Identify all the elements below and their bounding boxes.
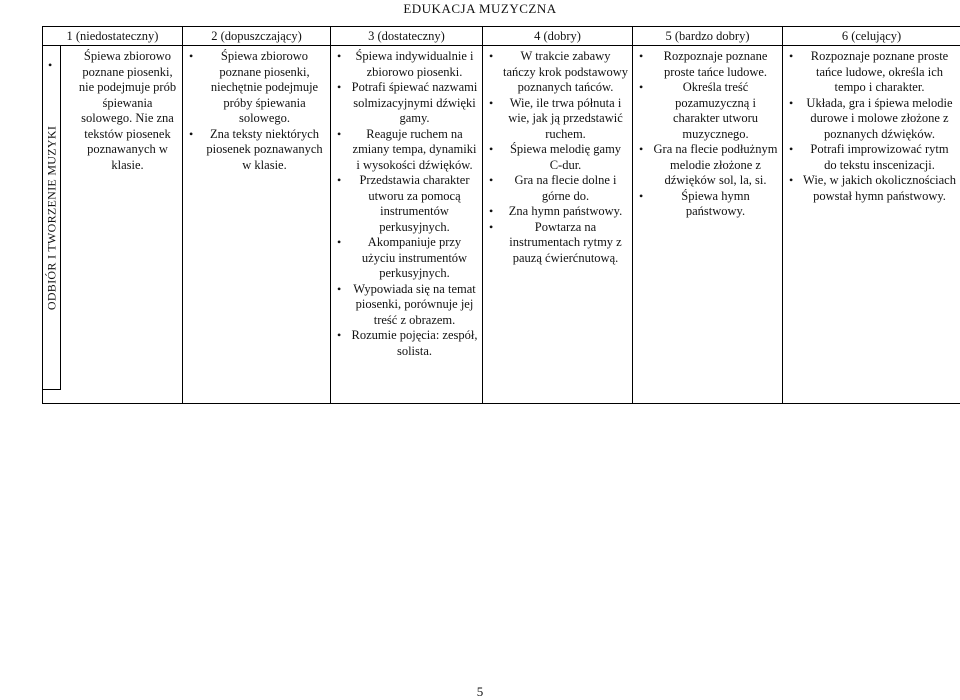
list-item: • Śpiewa zbiorowo poznane piosenki, niechętnie podejmuje próby śpiewania solowego. (189, 49, 326, 127)
list-item: • Układa, gra i śpiewa melodie durowe i molowe złożone z poznanych dźwięków. (789, 96, 956, 143)
table-header-row (43, 27, 960, 46)
cell-grade-2 (183, 46, 331, 404)
list-item: Śpiewa zbiorowo poznane piosenki, nie podejmuje prób śpiewania solowego. Nie zna tekstów piosenek poznawanych w klasie. (78, 49, 177, 172)
list-item: • Gra na flecie dolne i górne do. (489, 173, 628, 204)
cell-grade-3 (331, 46, 483, 404)
page-title: EDUKACJA MUZYCZNA (403, 1, 557, 16)
list-item: • Śpiewa indywidualnie i zbiorowo piosenki. (337, 49, 478, 80)
list-item: • Rozpoznaje poznane proste tańce ludowe, określa ich tempo i charakter. (789, 49, 956, 96)
list-item: • Śpiewa melodię gamy C-dur. (489, 142, 628, 173)
list-item: • Rozumie pojęcia: zespół, solista. (337, 328, 478, 359)
list-item: • Powtarza na instrumentach rytmy z pauzą ćwierćnutową. (489, 220, 628, 267)
cell-grade-5 (633, 46, 783, 404)
list-item: • Wie, ile trwa półnuta i wie, jak ją przedstawić ruchem. (489, 96, 628, 143)
grade-requirements-table (42, 26, 960, 404)
header-grade-2: 2 (dopuszczający) (183, 27, 331, 46)
cell-grade-6 (783, 46, 960, 404)
header-grade-3: 3 (dostateczny) (331, 27, 483, 46)
list-item: • Potrafi improwizować rytm do tekstu inscenizacji. (789, 142, 956, 173)
table-row (43, 46, 960, 404)
bullet-marker: • (48, 58, 53, 72)
page-number: 5 (476, 684, 484, 699)
list-item: • Wypowiada się na temat piosenki, porównuje jej treść z obrazem. (337, 282, 478, 329)
section-side-label (42, 45, 61, 390)
side-label-text: ODBIÓR I TWORZENIE MUZYKI (44, 125, 58, 310)
list-item: • Wie, w jakich okolicznościach powstał hymn państwowy. (789, 173, 956, 204)
header-grade-1: 1 (niedostateczny) (43, 27, 183, 46)
header-grade-5: 5 (bardzo dobry) (633, 27, 783, 46)
header-grade-6: 6 (celujący) (783, 27, 960, 46)
list-item: • Rozpoznaje poznane proste tańce ludowe. (639, 49, 778, 80)
header-grade-4: 4 (dobry) (483, 27, 633, 46)
list-item: • Gra na flecie podłużnym melodie złożone z dźwięków sol, la, si. (639, 142, 778, 189)
list-item: • Zna teksty niektórych piosenek poznawanych w klasie. (189, 127, 326, 174)
cell-grade-1 (43, 46, 183, 404)
list-item: • Określa treść pozamuzyczną i charakter utworu muzycznego. (639, 80, 778, 142)
list-item: • Śpiewa hymn państwowy. (639, 189, 778, 220)
list-item: • Potrafi śpiewać nazwami solmizacyjnymi dźwięki gamy. (337, 80, 478, 127)
list-item: • Zna hymn państwowy. (489, 204, 628, 220)
list-item: • Reaguje ruchem na zmiany tempa, dynamiki i wysokości dźwięków. (337, 127, 478, 174)
list-item: • Akompaniuje przy użyciu instrumentów perkusyjnych. (337, 235, 478, 282)
list-item: • W trakcie zabawy tańczy krok podstawowy poznanych tańców. (489, 49, 628, 96)
cell-grade-4 (483, 46, 633, 404)
list-item: • Przedstawia charakter utworu za pomocą instrumentów perkusyjnych. (337, 173, 478, 235)
